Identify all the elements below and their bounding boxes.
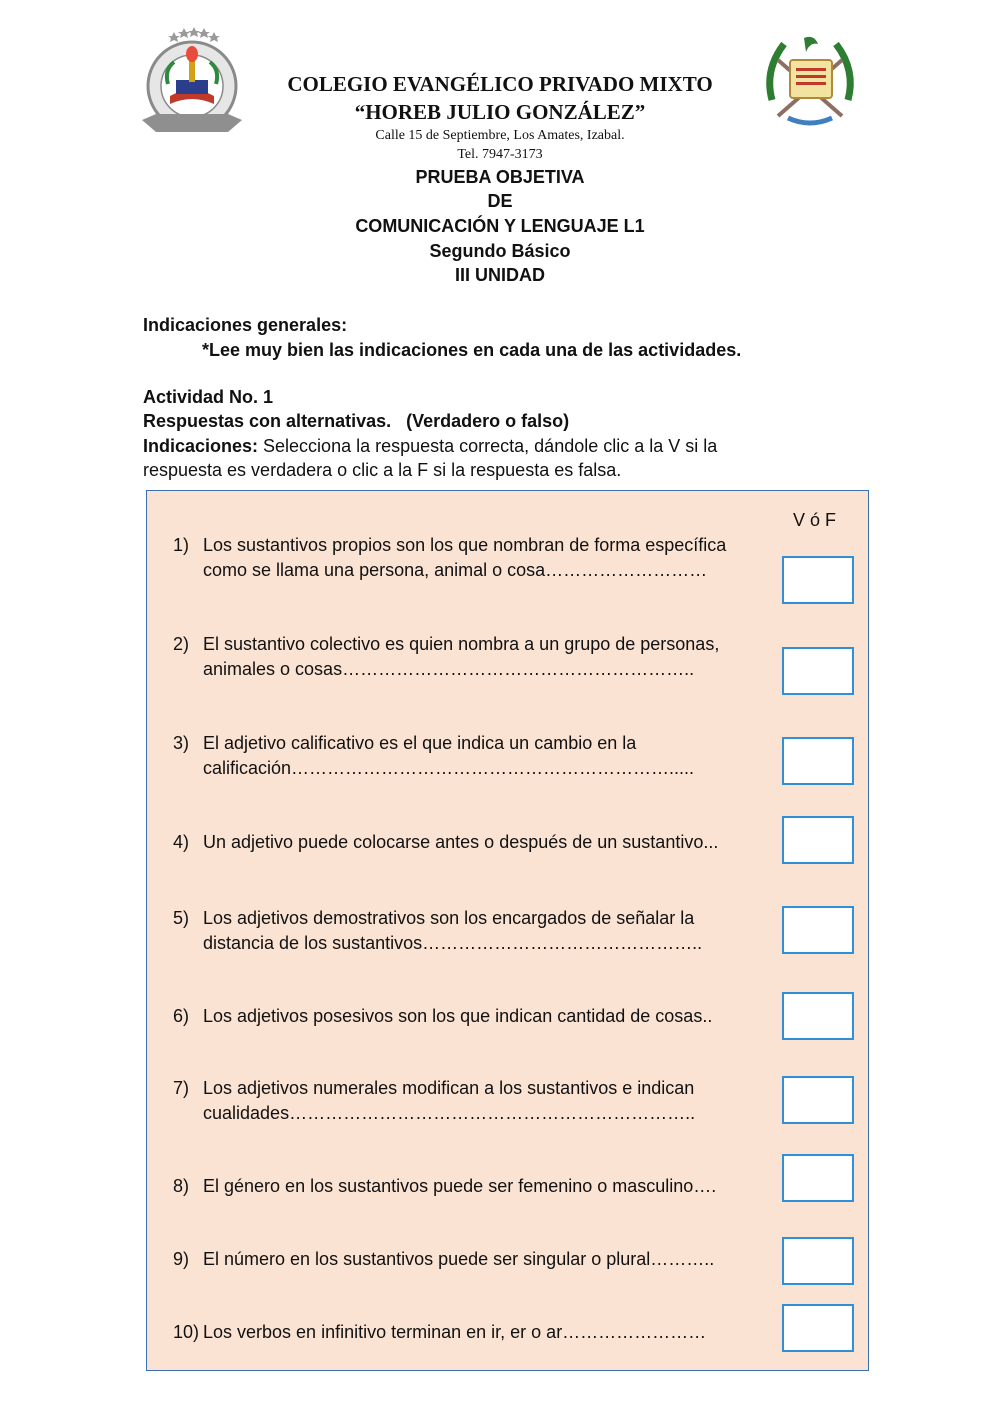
question-text-line1: Los adjetivos demostrativos son los encargados de señalar la: [203, 908, 695, 928]
question-text-line1: Los sustantivos propios son los que nombran de forma específica: [203, 535, 727, 555]
subject-title: COMUNICACIÓN Y LENGUAJE L1: [355, 216, 645, 236]
answer-box-5[interactable]: [782, 906, 854, 954]
test-title-de: DE: [487, 191, 513, 211]
question-number: 4): [173, 832, 190, 852]
question-number: 2): [173, 634, 190, 654]
question-number: 8): [173, 1176, 190, 1196]
activity-heading: Actividad No. 1: [143, 387, 274, 407]
instructions-label: Indicaciones:: [143, 436, 259, 456]
question-text-line1: Los verbos en infinitivo terminan en ir, er o ar……………………: [203, 1322, 707, 1342]
question-number: 9): [173, 1249, 190, 1269]
school-subname: “HOREB JULIO GONZÁLEZ”: [354, 100, 646, 124]
column-header: V ó F: [793, 510, 837, 530]
question-text-line2: calificación……………………………………………………….....: [203, 757, 695, 778]
general-indications-text: *Lee muy bien las indicaciones en cada una de las actividades.: [202, 340, 742, 360]
question-number: 3): [173, 733, 190, 753]
answer-box-1[interactable]: [782, 556, 854, 604]
unit-title: III UNIDAD: [455, 265, 545, 285]
answer-box-10[interactable]: [782, 1304, 854, 1352]
question-number: 7): [173, 1078, 190, 1098]
answer-box-7[interactable]: [782, 1076, 854, 1124]
question-text-line2: como se llama una persona, animal o cosa………………………: [203, 559, 708, 580]
question-text-line2: cualidades…………………………………………………………..: [203, 1102, 696, 1123]
answer-box-4[interactable]: [782, 816, 854, 864]
general-indications-heading: Indicaciones generales:: [143, 315, 348, 335]
instructions-text-2: respuesta es verdadera o clic a la F si la respuesta es falsa.: [143, 460, 622, 480]
question-text-line1: El adjetivo calificativo es el que indica un cambio en la: [203, 733, 637, 753]
question-text-line2: distancia de los sustantivos………………………………………..: [203, 932, 703, 953]
school-address: Calle 15 de Septiembre, Los Amates, Izabal.: [375, 128, 625, 143]
question-text-line1: El sustantivo colectivo es quien nombra a un grupo de personas,: [203, 634, 720, 654]
question-text-line1: El género en los sustantivos puede ser femenino o masculino….: [203, 1176, 717, 1196]
question-text-line1: Los adjetivos numerales modifican a los sustantivos e indican: [203, 1078, 695, 1098]
answer-box-8[interactable]: [782, 1154, 854, 1202]
question-number: 6): [173, 1006, 190, 1026]
answer-box-3[interactable]: [782, 737, 854, 785]
question-text-line1: Los adjetivos posesivos son los que indican cantidad de cosas..: [203, 1006, 713, 1026]
question-number: 5): [173, 908, 190, 928]
question-text-line1: El número en los sustantivos puede ser singular o plural………..: [203, 1249, 715, 1269]
question-number: 1): [173, 535, 190, 555]
activity-subtitle: Respuestas con alternativas. (Verdadero o falso): [143, 411, 570, 431]
grade-title: Segundo Básico: [429, 241, 571, 261]
answer-box-9[interactable]: [782, 1237, 854, 1285]
question-number: 10): [173, 1322, 200, 1342]
activity-instructions: [143, 436, 717, 457]
answer-box-6[interactable]: [782, 992, 854, 1040]
answer-box-2[interactable]: [782, 647, 854, 695]
test-title: PRUEBA OBJETIVA: [415, 167, 585, 187]
school-phone: Tel. 7947-3173: [457, 147, 543, 162]
school-name: COLEGIO EVANGÉLICO PRIVADO MIXTO: [287, 72, 713, 96]
question-text-line2: animales o cosas…………………………………………………..: [203, 658, 695, 679]
question-text-line1: Un adjetivo puede colocarse antes o después de un sustantivo...: [203, 832, 719, 852]
instructions-text-1: Selecciona la respuesta correcta, dándole clic a la V si la: [258, 436, 718, 456]
